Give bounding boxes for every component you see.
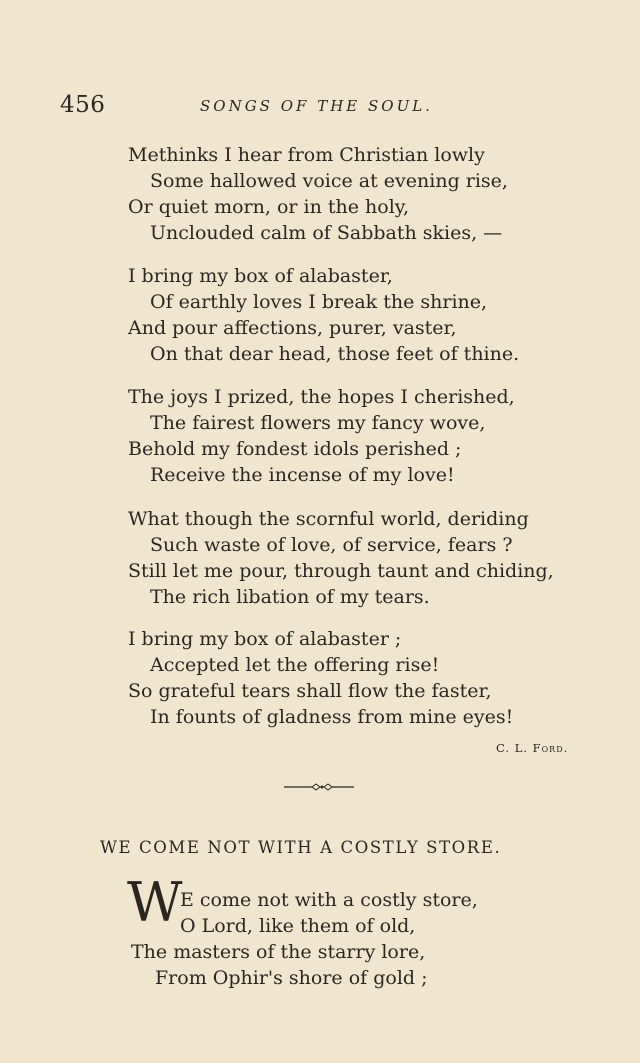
poem-line: Of earthly loves I break the shrine, [150, 291, 488, 313]
poem-line: The masters of the starry lore, [131, 941, 426, 963]
poem-line: O Lord, like them of old, [180, 915, 416, 937]
poem-line: Unclouded calm of Sabbath skies, — [150, 222, 503, 244]
poem-line: So grateful tears shall flow the faster, [128, 680, 492, 702]
poem-line: E come not with a costly store, [180, 889, 478, 911]
page-number: 456 [60, 92, 106, 118]
poem-we-come-not [128, 887, 608, 991]
poem-line: Accepted let the offering rise! [150, 654, 440, 676]
poem-line: Still let me pour, through taunt and chiding, [128, 560, 554, 582]
poem-line: The rich libation of my tears. [150, 586, 430, 608]
stanza-4 [128, 506, 628, 610]
poem-line: And pour affections, purer, vaster, [128, 317, 457, 339]
poem-line: The fairest flowers my fancy wove, [150, 412, 486, 434]
poem-line: I bring my box of alabaster ; [128, 628, 402, 650]
poem-line: Methinks I hear from Christian lowly [128, 144, 485, 166]
poem-line: Behold my fondest idols perished ; [128, 438, 462, 460]
poem-line: Some hallowed voice at evening rise, [150, 170, 508, 192]
poem-title: WE COME NOT WITH A COSTLY STORE. [100, 838, 502, 857]
poem-line: Or quiet morn, or in the holy, [128, 196, 410, 218]
poem-line: From Ophir's shore of gold ; [155, 967, 428, 989]
drop-cap: W [127, 871, 183, 934]
poem-line: What though the scornful world, deriding [128, 508, 529, 530]
stanza-2 [128, 263, 628, 367]
poem-line: The joys I prized, the hopes I cherished, [128, 386, 515, 408]
poem-line: Such waste of love, of service, fears ? [150, 534, 513, 556]
poem-line: Receive the incense of my love! [150, 464, 455, 486]
stanza-5 [128, 626, 628, 730]
stanza-1 [128, 142, 628, 246]
stanza-3 [128, 384, 628, 488]
section-divider-ornament [284, 781, 354, 793]
poem-line: On that dear head, those feet of thine. [150, 343, 520, 365]
running-title: SONGS OF THE SOUL. [200, 97, 433, 115]
poem-line: In founts of gladness from mine eyes! [150, 706, 514, 728]
poem-line: I bring my box of alabaster, [128, 265, 393, 287]
poem-attribution: C. L. Ford. [496, 741, 569, 755]
